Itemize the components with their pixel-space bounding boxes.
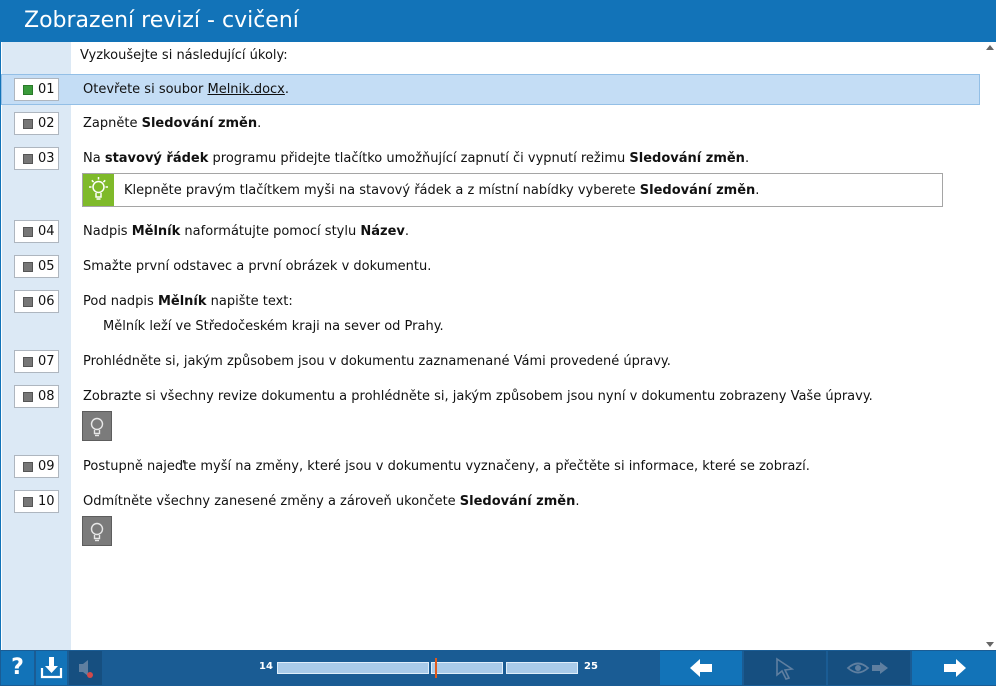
progress-marker[interactable]: [435, 658, 437, 678]
vertical-scrollbar[interactable]: [983, 42, 996, 650]
task-text-03: Na stavový řádek programu přidejte tlačítko umožňující zapnutí či vypnutí režimu Sledování změn.: [83, 151, 750, 166]
view-button[interactable]: [828, 651, 910, 685]
task-status-icon: [23, 497, 33, 507]
task-status-icon: [23, 262, 33, 272]
hint-box: [82, 173, 943, 207]
task-status-icon: [23, 462, 33, 472]
progress-segment[interactable]: [277, 662, 429, 674]
audio-button[interactable]: [69, 651, 102, 685]
file-link[interactable]: Melnik.docx: [207, 82, 285, 97]
task-number-05[interactable]: 05: [14, 255, 59, 278]
hint-text: Klepněte pravým tlačítkem myši na stavový řádek a z místní nabídky vyberete Sledování změn.: [124, 183, 760, 198]
bottom-toolbar: [0, 650, 996, 686]
arrow-left-icon: [660, 651, 742, 685]
task-number-01[interactable]: 01: [14, 78, 59, 101]
download-icon: [36, 651, 67, 685]
intro-text: Vyzkoušejte si následující úkoly:: [80, 48, 288, 63]
next-button[interactable]: [912, 651, 996, 685]
progress-segment[interactable]: [506, 662, 578, 674]
task-number-02[interactable]: 02: [14, 112, 59, 135]
audio-muted-icon: [69, 651, 102, 685]
task-text-07: Prohlédněte si, jakým způsobem jsou v dokumentu zaznamenané Vámi provedené úpravy.: [83, 354, 671, 369]
task-status-icon: [23, 297, 33, 307]
task-text-10: Odmítněte všechny zanesené změny a zároveň ukončete Sledování změn.: [83, 494, 580, 509]
task-text-06: Pod nadpis Mělník napište text:: [83, 294, 293, 309]
arrow-right-icon: [912, 651, 996, 685]
task-number-10[interactable]: 10: [14, 490, 59, 513]
pointer-icon: [744, 651, 826, 685]
help-button[interactable]: [1, 651, 34, 685]
window-title: Zobrazení revizí - cvičení: [0, 0, 996, 42]
task-text-01: Otevřete si soubor Melnik.docx.: [83, 82, 290, 97]
progress-segment[interactable]: [431, 662, 503, 674]
task-status-icon: [23, 357, 33, 367]
help-icon: ?: [11, 655, 24, 680]
task-number-06[interactable]: 06: [14, 290, 59, 313]
task-text-09: Postupně najeďte myší na změny, které jsou v dokumentu vyznačeny, a přečtěte si informace, které se zobrazí.: [83, 459, 810, 474]
task-text-02: Zapněte Sledování změn.: [83, 116, 262, 131]
previous-button[interactable]: [660, 651, 742, 685]
task-text-04: Nadpis Mělník naformátujte pomocí stylu Název.: [83, 224, 410, 239]
task-status-icon: [23, 154, 33, 164]
hint-lightbulb-icon[interactable]: [82, 516, 112, 546]
main-frame: [0, 42, 996, 650]
task-text-05: Smažte první odstavec a první obrázek v dokumentu.: [83, 259, 432, 274]
task-number-04[interactable]: 04: [14, 220, 59, 243]
save-button[interactable]: [36, 651, 67, 685]
task-status-icon: [23, 119, 33, 129]
task-number-08[interactable]: 08: [14, 385, 59, 408]
lightbulb-icon: [83, 174, 114, 206]
scroll-down-icon[interactable]: [986, 642, 994, 647]
progress-start: 14: [259, 661, 273, 672]
task-status-icon: [23, 227, 33, 237]
task-status-done-icon: [23, 85, 33, 95]
task-list: [71, 42, 983, 650]
task-subtext-06: Mělník leží ve Středočeském kraji na sever od Prahy.: [103, 319, 444, 334]
task-number-09[interactable]: 09: [14, 455, 59, 478]
task-number-03[interactable]: 03: [14, 147, 59, 170]
hint-lightbulb-icon[interactable]: [82, 411, 112, 441]
task-status-icon: [23, 392, 33, 402]
progress-end: 25: [584, 661, 598, 672]
task-text-08: Zobrazte si všechny revize dokumentu a prohlédněte si, jakým způsobem jsou nyní v dokumentu zobrazeny Vaše úpravy.: [83, 389, 873, 404]
show-me-button[interactable]: [744, 651, 826, 685]
scroll-up-icon[interactable]: [986, 45, 994, 50]
task-number-07[interactable]: 07: [14, 350, 59, 373]
eye-arrow-icon: [828, 651, 910, 685]
